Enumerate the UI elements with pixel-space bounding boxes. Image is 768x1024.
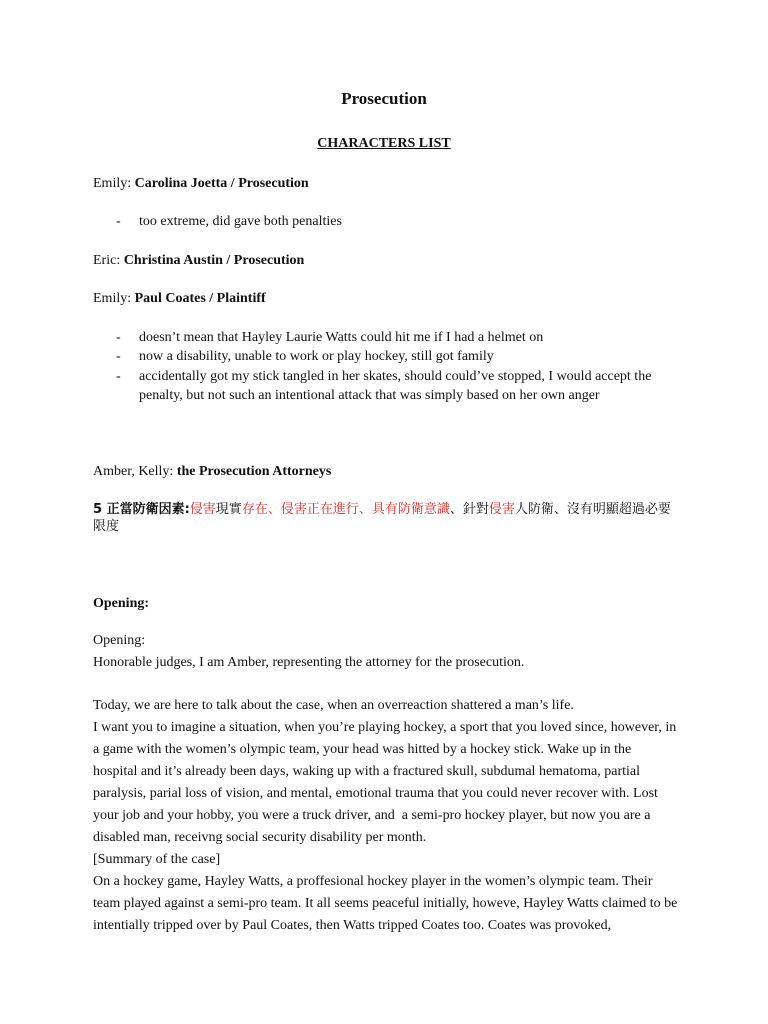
list-item: now a disability, unable to work or play hockey, still got family	[139, 349, 494, 364]
character-line	[93, 174, 309, 194]
opening-label: Opening:	[93, 633, 146, 648]
elements-lead: 5 正當防衛因素:	[93, 502, 190, 517]
opening-heading: Opening:	[93, 596, 150, 611]
bullet-dash: -	[116, 214, 121, 229]
character-line	[93, 289, 266, 309]
plain-text: 、針對	[449, 502, 489, 517]
highlight-text: 存在、侵害正在進行、具有防衛意識	[241, 502, 450, 517]
plain-text: 現實	[215, 502, 242, 517]
highlight-text: 侵害	[189, 502, 216, 517]
bullet-dash: -	[116, 330, 121, 345]
speaker: Emily:	[93, 176, 135, 191]
speaker: Amber, Kelly:	[93, 464, 177, 479]
document-title: Prosecution	[341, 89, 427, 108]
highlight-text: 侵害	[488, 502, 515, 517]
list-item: doesn’t mean that Hayley Laurie Watts could hit me if I had a helmet on	[139, 330, 544, 345]
character-role: Paul Coates / Plaintiff	[134, 291, 266, 306]
opening-intro: Honorable judges, I am Amber, representing the attorney for the prosecution.	[93, 655, 525, 670]
character-role: Carolina Joetta / Prosecution	[134, 176, 309, 191]
characters-list-heading: CHARACTERS LIST	[317, 136, 451, 151]
attorneys-role: the Prosecution Attorneys	[176, 464, 332, 479]
character-role: Christina Austin / Prosecution	[123, 253, 305, 268]
speaker: Eric:	[93, 253, 124, 268]
opening-body: Today, we are here to talk about the case, when an overreaction shattered a man’s life. I want you to imagine a situation, when you’re playing hockey, a sport that you loved since, however, in a game with the women’s olympic team, your head was hitted by a hockey stick. Wake up in the hospital and it’s already been days, waking up with a fractured skull, subdumal hematoma, partial paralysis, parial loss of vision, and mental, emotional trauma that you could never recover with. Lost your job and your hobby, you were a truck driver, and a semi-pro hockey player, but now you are a disabled man, receivng social security disability per month. [Summary of the case] On a hockey game, Hayley Watts, a proffesional hockey player in the women’s olympic team. Their team played against a semi-pro team. It all seems peaceful initially, howeve, Hayley Watts claimed to be intentially tripped over by Paul Coates, then Watts tripped Coates too. Coates was provoked,	[93, 698, 678, 933]
list-item: accidentally got my stick tangled in her skates, should could’ve stopped, I would accept the penalty, but not such an intentional attack that was simply based on her own anger	[139, 369, 652, 403]
self-defense-elements	[93, 501, 678, 535]
character-line	[93, 251, 304, 271]
speaker: Emily:	[93, 291, 135, 306]
bullet-dash: -	[116, 369, 121, 384]
plain-text: 人防衛、沒有明顯超過必要限度	[93, 502, 671, 534]
bullet-dash: -	[116, 349, 121, 364]
list-item: too extreme, did gave both penalties	[139, 214, 342, 229]
attorneys-line	[93, 462, 331, 482]
